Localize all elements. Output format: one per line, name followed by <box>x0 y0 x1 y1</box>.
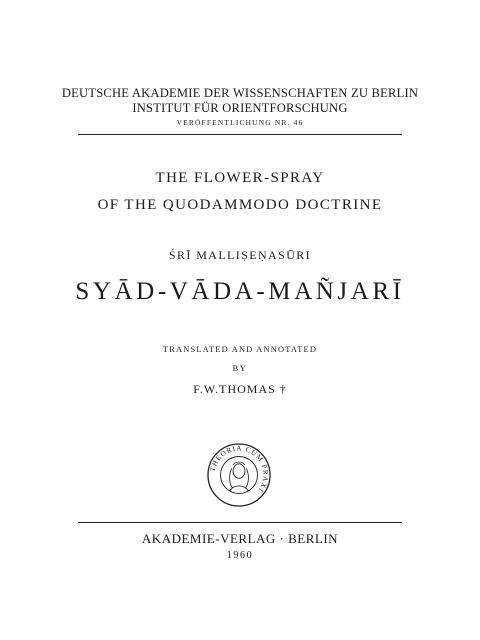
institution-line-2: INSTITUT FÜR ORIENTFORSCHUNG <box>132 101 348 115</box>
translated-annotated: TRANSLATED AND ANNOTATED <box>162 345 318 354</box>
publication-year: 1960 <box>226 550 254 561</box>
by-label: BY <box>232 364 248 373</box>
editor-name: F.W.THOMAS † <box>193 382 287 396</box>
portrait-medallion-icon <box>206 442 272 508</box>
publisher-name: AKADEMIE-VERLAG · BERLIN <box>141 531 339 546</box>
title-line-2: OF THE QUODAMMODO DOCTRINE <box>97 197 383 213</box>
author-name: ŚRĪ MALLIṢEṆASŪRI <box>168 248 312 262</box>
seal-motto: THEORIA CUM PRAXI <box>208 444 270 494</box>
publication-number: VERÖFFENTLICHUNG NR. 46 <box>176 118 304 127</box>
top-divider <box>78 134 402 135</box>
bottom-divider <box>78 522 402 523</box>
portrait-figure <box>230 462 249 491</box>
title-line-1: THE FLOWER-SPRAY <box>155 170 325 186</box>
institution-line-1: DEUTSCHE AKADEMIE DER WISSENSCHAFTEN ZU BERLIN <box>61 86 419 100</box>
work-title: SYĀD-VĀDA-MAÑJARĪ <box>75 278 405 305</box>
